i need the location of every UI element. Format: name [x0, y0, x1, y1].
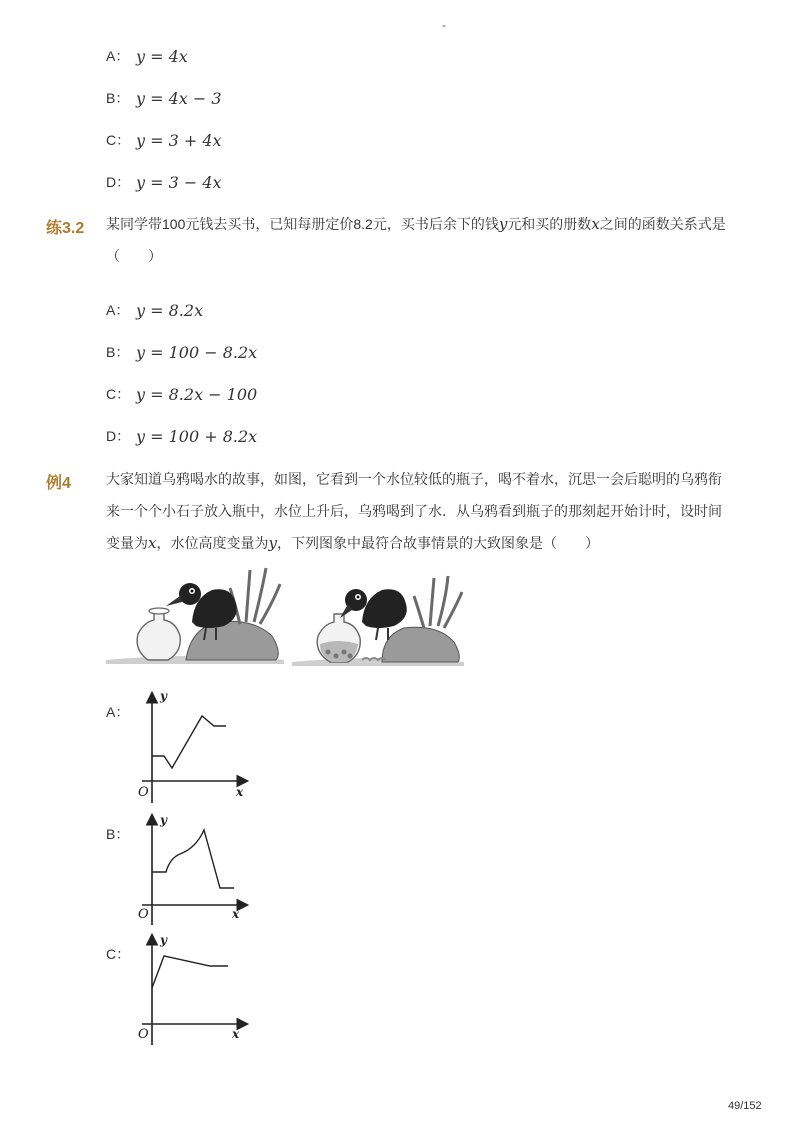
crow-scene-before	[106, 568, 284, 664]
option-c[interactable]: C： y = 3 + 4x	[106, 130, 222, 150]
example-tag: 例4	[46, 475, 71, 492]
exercise-tag: 练3.2	[46, 220, 85, 237]
crow-scene-after	[292, 576, 464, 666]
graph-option-a-label[interactable]: A：	[106, 704, 130, 720]
option-c-expr: y = 3 + 4x	[136, 130, 222, 150]
x-axis-label: x	[236, 785, 244, 799]
graph-a-curve	[152, 716, 226, 768]
graph-option-c-label[interactable]: C：	[106, 946, 131, 962]
option-b[interactable]: B： y = 4x − 3	[106, 88, 222, 108]
graph-a[interactable]	[134, 688, 254, 808]
header-mark: -	[442, 18, 446, 32]
exercise-option-a[interactable]: A： y = 8.2x	[106, 300, 204, 320]
origin-label: O	[138, 785, 149, 800]
example-question-text: 大家知道乌鸦喝水的故事，如图，它看到一个水位较低的瓶子，喝不着水，沉思一会后聪明的乌鸦衔来一个个小石子放入瓶中，水位上升后，乌鸦喝到了水．从乌鸦看到瓶子的那刻起开始计时，设时间变量为x，水位高度变量为y，下列图象中最符合故事情景的大致图象是（ ）	[106, 471, 722, 552]
option-b-expr: y = 4x − 3	[136, 88, 222, 108]
exercise-option-c[interactable]: C： y = 8.2x − 100	[106, 384, 258, 404]
option-d[interactable]: D： y = 3 − 4x	[106, 172, 222, 192]
graph-c[interactable]	[134, 930, 254, 1050]
crow-illustration	[104, 560, 464, 672]
graph-b[interactable]	[134, 810, 254, 930]
graph-c-curve	[152, 956, 228, 988]
y-axis-label: y	[160, 689, 167, 703]
origin-label: O	[138, 1027, 149, 1042]
option-d-expr: y = 3 − 4x	[136, 172, 222, 192]
y-axis-label: y	[160, 933, 167, 947]
y-axis-label: y	[160, 813, 167, 827]
graph-b-curve	[152, 830, 234, 888]
origin-label: O	[138, 907, 149, 922]
exercise-option-c-expr: y = 8.2x − 100	[136, 384, 258, 404]
option-a-expr: y = 4x	[136, 46, 188, 66]
exercise-question-text: 某同学带100元钱去买书，已知每册定价8.2元，买书后余下的钱y元和买的册数x之间的函数关系式是（ ）	[106, 215, 726, 264]
x-axis-label: x	[232, 1027, 240, 1041]
graph-option-b-label[interactable]: B：	[106, 826, 130, 842]
exercise-option-d[interactable]: D： y = 100 + 8.2x	[106, 426, 258, 446]
option-a[interactable]: A： y = 4x	[106, 46, 188, 66]
x-axis-label: x	[232, 907, 240, 921]
exercise-option-b-expr: y = 100 − 8.2x	[136, 342, 258, 362]
page-number: 49/152	[728, 1100, 762, 1112]
exercise-option-a-expr: y = 8.2x	[136, 300, 204, 320]
exercise-option-d-expr: y = 100 + 8.2x	[136, 426, 258, 446]
exercise-option-b[interactable]: B： y = 100 − 8.2x	[106, 342, 258, 362]
